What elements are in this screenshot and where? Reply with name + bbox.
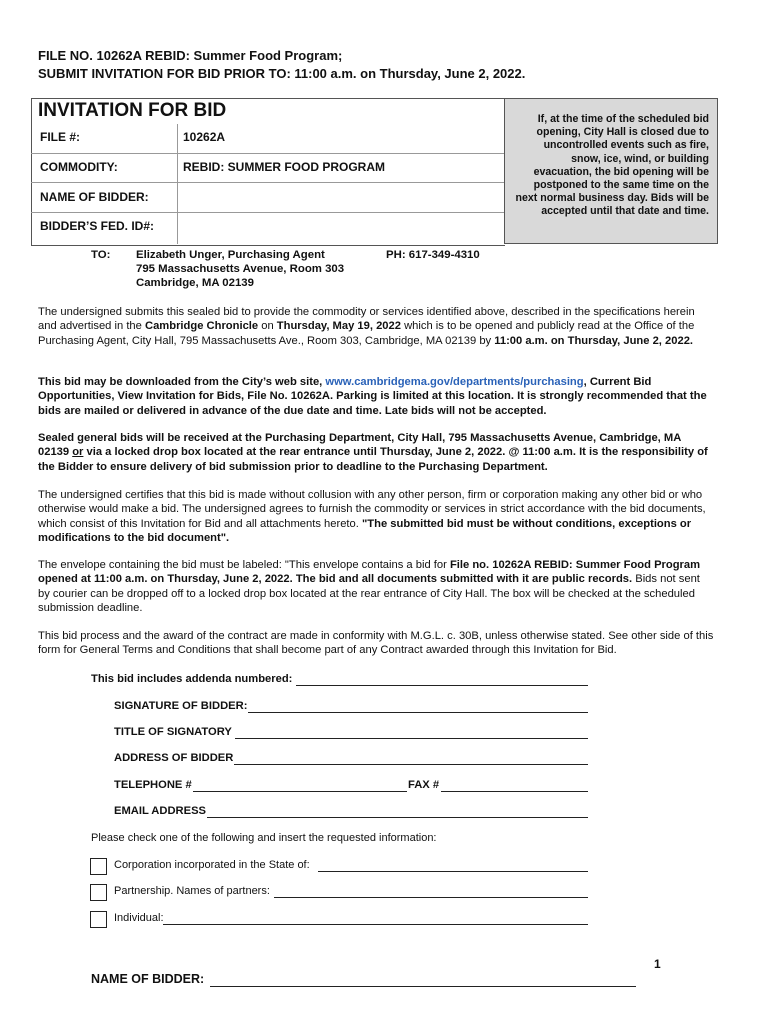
closure-notice: If, at the time of the scheduled bid opening, City Hall is closed due to uncontrolled events such as fire, snow, ice, wind, or building evacuation, the bid opening will be postponed to the same time on the next normal business day. Bids will be accepted until that date and time. [504, 98, 718, 244]
email-field[interactable] [207, 817, 588, 818]
file-number-label: FILE #: [40, 130, 81, 144]
column-divider [177, 124, 178, 244]
individual-checkbox[interactable] [90, 911, 107, 928]
paragraph-bid-submission: The undersigned submits this sealed bid to provide the commodity or services identified above, described in the specifications herein and advertised in the Cambridge Chronicle on Thursday, May 19, 2022 which is to be opened and publicly read at the Office of the Purchasing Agent, City Hall, 795 Massachusetts Ave., Room 303, Cambridge, MA 02139 by 11:00 a.m. on Thursday, June 2, 2022. [38, 306, 695, 347]
fax-field[interactable] [441, 791, 588, 792]
paragraph-conformity: This bid process and the award of the contract are made in conformity with M.G.L. c. 30B, unless otherwise stated. See other side of this form for General Terms and Conditions that shall become part of any Contract awarded through this Invitation for Bid. [38, 630, 714, 657]
signatory-title-label: TITLE OF SIGNATORY [114, 726, 232, 738]
purchasing-agent-name: Elizabeth Unger, Purchasing Agent [136, 249, 325, 261]
commodity-label: COMMODITY: [40, 160, 118, 174]
commodity-value: REBID: SUMMER FOOD PROGRAM [183, 160, 385, 174]
individual-label: Individual: [114, 912, 164, 924]
paragraph-sealed-bids: Sealed general bids will be received at the Purchasing Department, City Hall, 795 Massachusetts Avenue, Cambridge, MA 02139 or via a locked drop box located at the rear entrance until Thursday, June 2, 2022. @ 11:00 a.m. It is the responsibility of the Bidder to ensure delivery of bid submission prior to deadline to the Purchasing Department. [38, 432, 708, 473]
to-label: TO: [91, 249, 111, 261]
row-divider [31, 153, 504, 154]
partnership-label: Partnership. Names of partners: [114, 885, 270, 897]
row-divider [31, 212, 504, 213]
paragraph-envelope: The envelope containing the bid must be labeled: "This envelope contains a bid for File no. 10262A REBID: Summer Food Program opened at 11:00 a.m. on Thursday, June 2, 2022. The bid and all documents submitted with it are public records. Bids not sent by courier can be dropped off to a locked drop box located at the rear entrance of City Hall. The box will be checked at the scheduled submission deadline. [38, 559, 701, 615]
signature-field[interactable] [248, 712, 588, 713]
purchasing-city: Cambridge, MA 02139 [136, 277, 254, 289]
signatory-title-field[interactable] [235, 738, 588, 739]
header-line-1: FILE NO. 10262A REBID: Summer Food Program; [38, 48, 343, 63]
file-number-value: 10262A [183, 130, 226, 144]
bidder-address-field[interactable] [234, 764, 588, 765]
addenda-field[interactable] [296, 685, 588, 686]
invitation-title: INVITATION FOR BID [38, 100, 227, 121]
fax-label: FAX # [408, 779, 440, 791]
purchasing-website-link[interactable]: www.cambridgema.gov/departments/purchasing [325, 376, 584, 388]
paragraph-download: This bid may be downloaded from the City’s web site, www.cambridgema.gov/departments/purchasing, Current Bid Opportunities, View Invitation for Bids, File No. 10262A. Parking is limited at this location. It is strongly recommended that the bids are mailed or delivered in advance of the due date and time. Late bids will not be accepted. [38, 376, 707, 417]
addenda-label: This bid includes addenda numbered: [91, 673, 293, 685]
partnership-checkbox[interactable] [90, 884, 107, 901]
bidder-name-label: NAME OF BIDDER: [40, 190, 149, 204]
partners-field[interactable] [274, 897, 588, 898]
individual-field[interactable] [163, 924, 588, 925]
corporation-label: Corporation incorporated in the State of: [114, 859, 310, 871]
corporation-state-field[interactable] [318, 871, 588, 872]
paragraph-certification: The undersigned certifies that this bid is made without collusion with any other person, firm or corporation making any other bid or who otherwise would make a bid. The undersigned agrees to furnish the commodity or services in strict accordance with the bid documents, which consist of this Invitation for Bid and all attachments hereto. "The submitted bid must be without conditions, exceptions or modifications to the bid document". [38, 489, 706, 545]
row-divider [31, 182, 504, 183]
page-number: 1 [654, 957, 661, 971]
header-line-2: SUBMIT INVITATION FOR BID PRIOR TO: 11:00 a.m. on Thursday, June 2, 2022. [38, 66, 526, 81]
footer-bidder-name-label: NAME OF BIDDER: [91, 972, 205, 986]
footer-bidder-name-field[interactable] [210, 986, 636, 987]
corporation-checkbox[interactable] [90, 858, 107, 875]
purchasing-address: 795 Massachusetts Avenue, Room 303 [136, 263, 345, 275]
telephone-field[interactable] [193, 791, 407, 792]
signature-label: SIGNATURE OF BIDDER: [114, 700, 248, 712]
fed-id-label: BIDDER’S FED. ID#: [40, 219, 155, 233]
email-label: EMAIL ADDRESS [114, 805, 206, 817]
bidder-address-label: ADDRESS OF BIDDER [114, 752, 234, 764]
purchasing-phone: PH: 617-349-4310 [386, 249, 480, 261]
check-prompt: Please check one of the following and insert the requested information: [91, 832, 437, 844]
telephone-label: TELEPHONE # [114, 779, 192, 791]
